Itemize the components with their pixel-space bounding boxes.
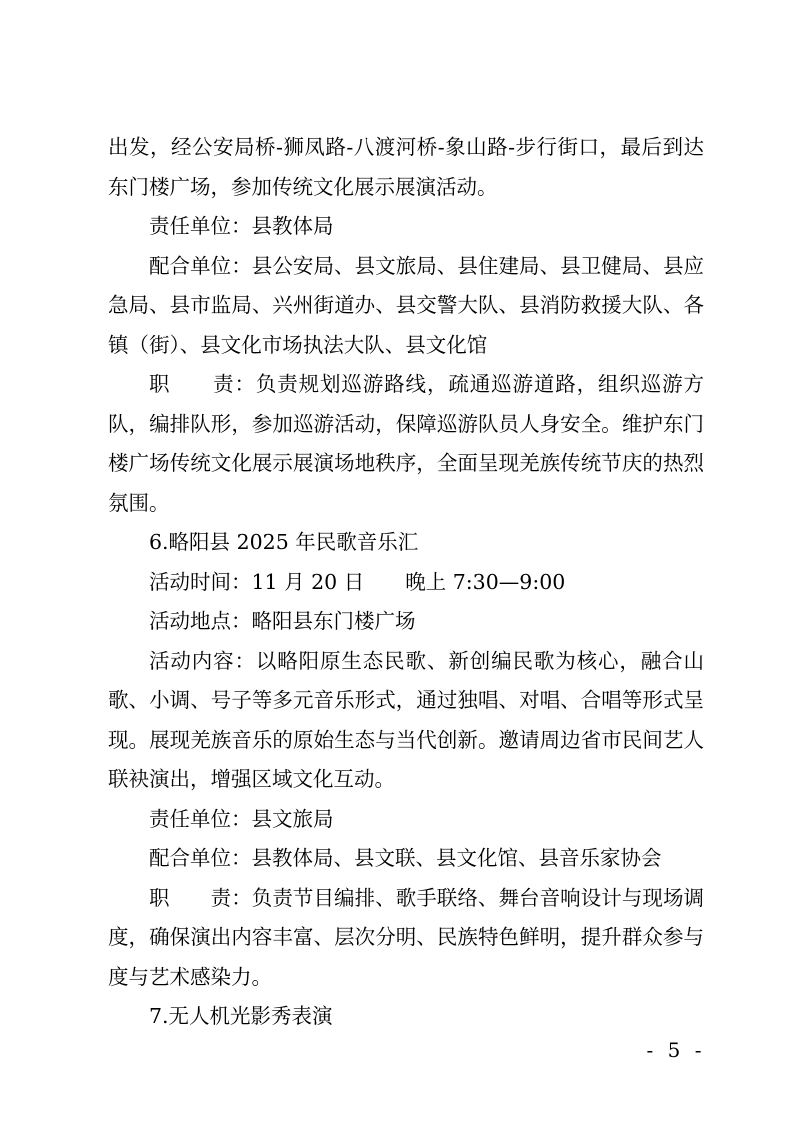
paragraph-event-location: 活动地点：略阳县东门楼广场 [149,609,416,633]
paragraph-duties: 职 责：负责节目编排、歌手联络、舞台音响设计与现场调度，确保演出内容丰富、层次分明、民族特色鲜明，提升群众参与度与艺术感染力。 [108,885,704,989]
paragraph-responsible-unit: 责任单位：县教体局 [149,214,334,238]
paragraph-cooperating-units: 配合单位：县公安局、县文旅局、县住建局、县卫健局、县应急局、县市监局、兴州街道办、县交警大队、县消防救援大队、各镇（街）、县文化市场执法大队、县文化馆 [108,253,704,357]
page-number: - 5 - [646,1038,706,1062]
paragraph-route-continuation: 出发，经公安局桥-狮凤路-八渡河桥-象山路-步行街口，最后到达东门楼广场，参加传统文化展示展演活动。 [108,135,704,199]
paragraph-event-time: 活动时间：11 月 20 日 晚上 7:30—9:00 [149,569,566,594]
paragraph-responsible-unit: 责任单位：县文旅局 [149,806,334,831]
section-heading-drone-show: 7.无人机光影秀表演 [149,1004,333,1028]
document-body [108,128,704,1037]
paragraph-duties: 职 责：负责规划巡游路线，疏通巡游道路，组织巡游方队，编排队形，参加巡游活动，保障巡游队员人身安全。维护东门楼广场传统文化展示展演场地秩序，全面呈现羌族传统节庆的热烈氛围。 [108,372,704,515]
section-heading-folk-song-concert: 6.略阳县 2025 年民歌音乐汇 [149,530,419,554]
paragraph-event-content: 活动内容：以略阳原生态民歌、新创编民歌为核心，融合山歌、小调、号子等多元音乐形式，通过独唱、对唱、合唱等形式呈现。展现羌族音乐的原始生态与当代创新。邀请周边省市民间艺人联袂演出，增强区域文化互动。 [108,648,704,791]
paragraph-cooperating-units: 配合单位：县教体局、县文联、县文化馆、县音乐家协会 [149,846,662,870]
